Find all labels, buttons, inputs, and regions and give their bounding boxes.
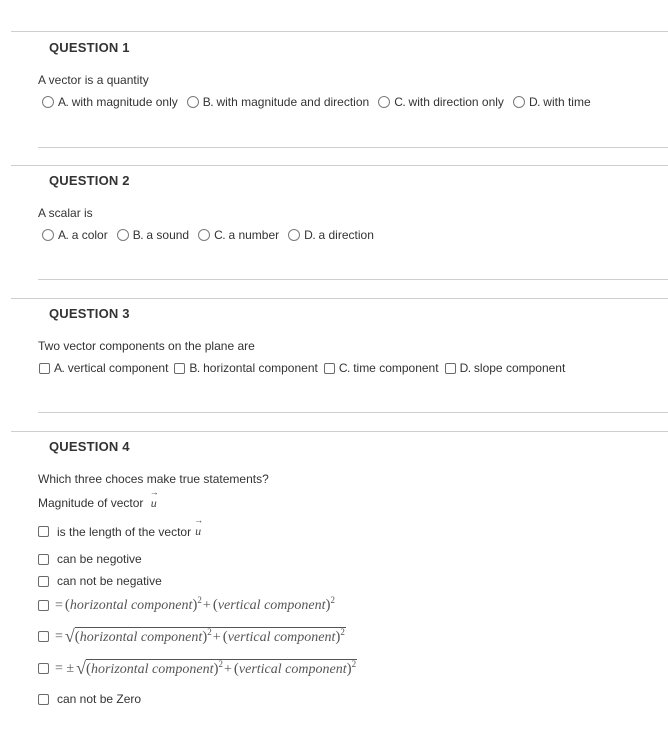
checkbox[interactable]: [174, 363, 185, 374]
radio-button[interactable]: [117, 229, 129, 241]
question-2-prompt: A scalar is: [38, 206, 93, 220]
q2-option-d[interactable]: D. a direction: [288, 228, 374, 242]
q4-option-1[interactable]: is the length of the vector u →: [38, 524, 201, 539]
radio-button[interactable]: [378, 96, 390, 108]
q3-option-c[interactable]: C. time component: [324, 361, 439, 375]
formula-plus-minus-sqrt: = ± √ ( horizontal component ) 2 + ( vertical component ) 2: [55, 658, 357, 678]
q3-option-d[interactable]: D. slope component: [445, 361, 566, 375]
radio-button[interactable]: [42, 96, 54, 108]
radio-button[interactable]: [42, 229, 54, 241]
checkbox[interactable]: [39, 363, 50, 374]
question-3-prompt: Two vector components on the plane are: [38, 339, 255, 353]
question-1-bottom-divider: [38, 147, 668, 148]
q2-option-a[interactable]: A. a color: [42, 228, 108, 242]
q1-option-d[interactable]: D. with time: [513, 95, 591, 109]
question-1-prompt: A vector is a quantity: [38, 73, 149, 87]
question-3-top-divider: [11, 298, 668, 299]
radio-button[interactable]: [288, 229, 300, 241]
vector-u-symbol: u →: [195, 524, 201, 539]
checkbox[interactable]: [38, 576, 49, 587]
radio-button[interactable]: [187, 96, 199, 108]
q3-option-b[interactable]: B. horizontal component: [174, 361, 317, 375]
checkbox[interactable]: [445, 363, 456, 374]
question-3-bottom-divider: [38, 412, 668, 413]
checkbox[interactable]: [38, 554, 49, 565]
question-3-options: [39, 361, 571, 375]
vector-u-symbol: u →: [151, 496, 157, 511]
checkbox[interactable]: [38, 694, 49, 705]
q2-option-b[interactable]: B. a sound: [117, 228, 189, 242]
checkbox[interactable]: [38, 631, 49, 642]
question-3-title: QUESTION 3: [49, 306, 130, 321]
checkbox[interactable]: [324, 363, 335, 374]
checkbox[interactable]: [38, 526, 49, 537]
question-4-top-divider: [11, 431, 668, 432]
q4-option-7[interactable]: can not be Zero: [38, 692, 141, 706]
question-1-title: QUESTION 1: [49, 40, 130, 55]
formula-sum-of-squares: = ( horizontal component ) 2 + ( vertical component ) 2: [55, 594, 335, 613]
radio-button[interactable]: [198, 229, 210, 241]
formula-sqrt-sum-of-squares: = √ ( horizontal component ) 2 + ( vertical component ) 2: [55, 626, 345, 646]
q1-option-b[interactable]: B. with magnitude and direction: [187, 95, 369, 109]
question-1-top-divider: [11, 31, 668, 32]
question-2-top-divider: [11, 165, 668, 166]
q4-option-6[interactable]: [38, 659, 357, 678]
q2-option-c[interactable]: C. a number: [198, 228, 279, 242]
radio-button[interactable]: [513, 96, 525, 108]
q3-option-a[interactable]: A. vertical component: [39, 361, 168, 375]
q4-option-2[interactable]: can be negotive: [38, 552, 142, 566]
question-2-options: [42, 228, 383, 242]
q4-option-3[interactable]: can not be negative: [38, 574, 162, 588]
question-4-title: QUESTION 4: [49, 439, 130, 454]
question-2-title: QUESTION 2: [49, 173, 130, 188]
question-4-subprompt: Magnitude of vector u →: [38, 496, 157, 511]
checkbox[interactable]: [38, 600, 49, 611]
q4-option-5[interactable]: [38, 627, 346, 646]
q1-option-a[interactable]: A. with magnitude only: [42, 95, 178, 109]
q1-option-c[interactable]: C. with direction only: [378, 95, 504, 109]
question-2-bottom-divider: [38, 279, 668, 280]
question-1-options: [42, 95, 600, 109]
checkbox[interactable]: [38, 663, 49, 674]
q4-option-4[interactable]: [38, 594, 336, 614]
question-4-prompt: Which three choces make true statements?: [38, 472, 269, 486]
